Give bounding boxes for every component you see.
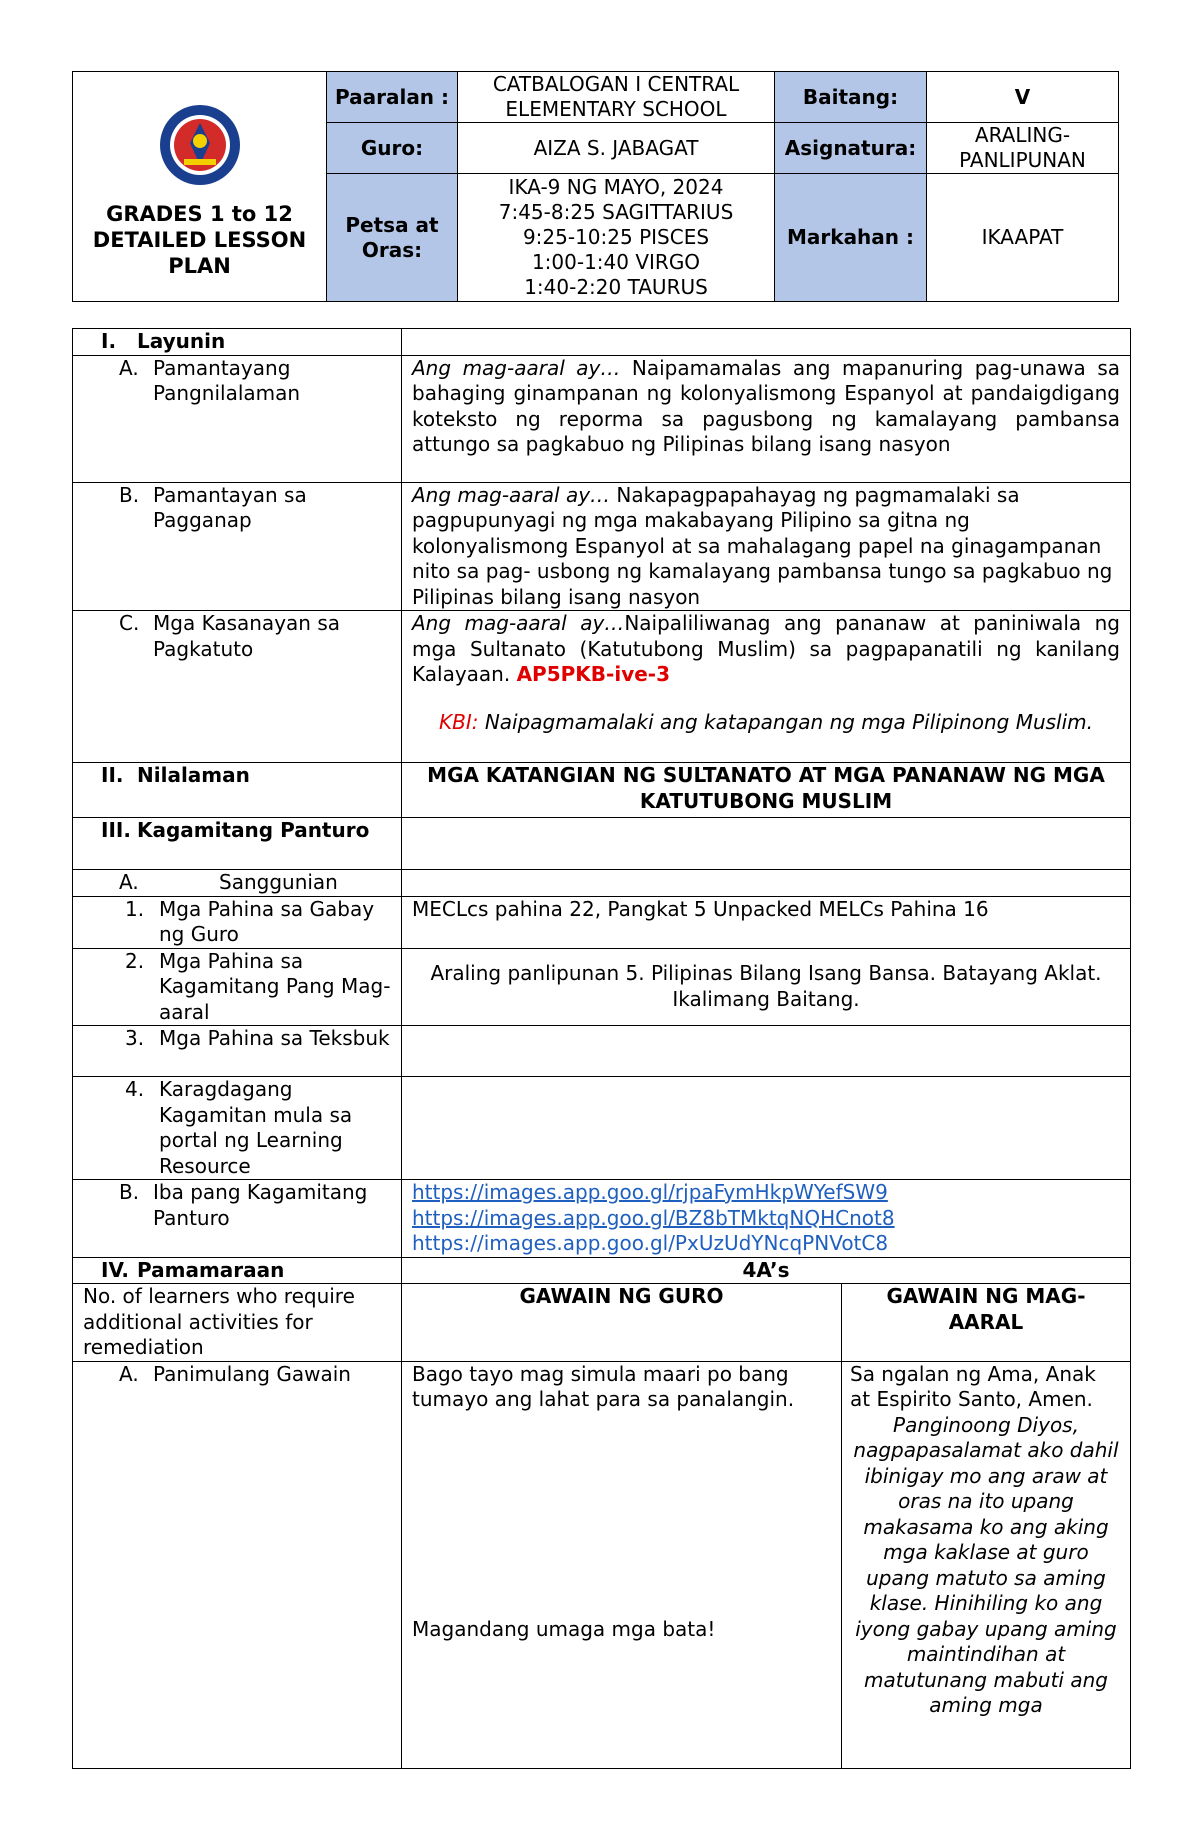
teksbuk-value (402, 1026, 1131, 1077)
kagamitan-label: III. Kagamitang Panturo (73, 818, 402, 870)
four-as-header: 4A’s (402, 1257, 1131, 1284)
guro-label: Guro: (327, 123, 458, 174)
sanggunian-label: A. Sanggunian (73, 870, 402, 897)
guro-value: AIZA S. JABAGAT (458, 123, 775, 174)
student-intro: Sa ngalan ng Ama, Anak at Espirito Santo, Amen. (850, 1361, 1096, 1411)
empty-cell (402, 818, 1131, 870)
teksbuk-label: 3. Mga Pahina sa Teksbuk (73, 1026, 402, 1077)
pamantayan-pagganap-text: Ang mag-aaral ay… Nakapagpapahayag ng pagmamalaki sa pagpupunyagi ng mga makabayang Pilipino sa gitna ng kolonyalismong Espanyol at sa mahalagang papel na ginagampanan nito sa pag- usbong ng kamalayang pambansa tungo sa pagkabuo ng Pilipinas bilang isang nasyon (402, 482, 1131, 611)
lesson-plan-table (72, 328, 1131, 1769)
kagamitang-mag-aaral-value: Araling panlipunan 5. Pilipinas Bilang Isang Bansa. Batayang Aklat. Ikalimang Baitang. (402, 948, 1131, 1026)
petsa-line: 7:45-8:25 SAGITTARIUS (498, 200, 734, 224)
resource-links (402, 1180, 1131, 1258)
paaralan-label: Paaralan : (327, 72, 458, 123)
gabay-guro-value: MECLcs pahina 22, Pangkat 5 Unpacked MELCs Pahina 16 (402, 896, 1131, 948)
header-table (72, 71, 1119, 302)
petsa-line: 1:00-1:40 VIRGO (531, 250, 701, 274)
iba-pang-kagamitan-label: B. Iba pang Kagamitang Panturo (73, 1180, 402, 1258)
petsa-line: IKA-9 NG MAYO, 2024 (508, 175, 724, 199)
mag-aaral-activity (842, 1361, 1131, 1768)
nilalaman-label: II. Nilalaman (73, 763, 402, 818)
asignatura-label: Asignatura: (775, 123, 927, 174)
pamantayan-pagganap-label: B. Pamantayan sa Pagganap (73, 482, 402, 611)
header-title-cell (73, 72, 327, 302)
pamamaraan-label: IV. Pamamaraan (73, 1257, 402, 1284)
pamantayang-pangnilalaman-label: A. Pamantayang Pangnilalaman (73, 355, 402, 482)
paaralan-value: CATBALOGAN I CENTRAL ELEMENTARY SCHOOL (458, 72, 775, 123)
baitang-value: V (927, 72, 1119, 123)
petsa-value (458, 174, 775, 302)
guro-greeting: Magandang umaga mga bata! (412, 1616, 716, 1641)
kasanayan-label: C. Mga Kasanayan sa Pagkatuto (73, 611, 402, 763)
petsa-line: 9:25-10:25 PISCES (522, 225, 710, 249)
empty-cell (402, 329, 1131, 356)
petsa-line: 1:40-2:20 TAURUS (524, 275, 708, 299)
guro-activity (402, 1361, 842, 1768)
karagdagang-kagamitan-label: 4. Karagdagang Kagamitan mula sa portal ng Learning Resource (73, 1077, 402, 1180)
panimulang-gawain-label: A. Panimulang Gawain (73, 1361, 402, 1768)
petsa-label: Petsa at Oras: (327, 174, 458, 302)
kasanayan-text: Ang mag-aaral ay…Naipaliliwanag ang pananaw at paniniwala ng mga Sultanato (Katutubong Muslim) sa pagpapanatili ng kanilang Kalayaan. AP5PKB-ive-3 KBI: Naipagmamalaki ang katapangan ng mga Pilipinong Muslim. (402, 611, 1131, 763)
resource-link[interactable]: https://images.app.goo.gl/BZ8bTMktqNQHCnot8 (412, 1205, 895, 1230)
remediation-label: No. of learners who require additional activities for remediation (73, 1284, 402, 1362)
nilalaman-title: MGA KATANGIAN NG SULTANATO AT MGA PANANAW NG MGA KATUTUBONG MUSLIM (402, 763, 1131, 818)
markahan-value: IKAAPAT (927, 174, 1119, 302)
plan-title: GRADES 1 to 12 DETAILED LESSON PLAN (92, 201, 307, 278)
baitang-label: Baitang: (775, 72, 927, 123)
gabay-guro-label: 1. Mga Pahina sa Gabay ng Guro (73, 896, 402, 948)
gawain-mag-aaral-header: GAWAIN NG MAG-AARAL (842, 1284, 1131, 1362)
karagdagang-kagamitan-value (402, 1077, 1131, 1180)
asignatura-value: ARALING-PANLIPUNAN (927, 123, 1119, 174)
resource-link[interactable]: https://images.app.goo.gl/PxUzUdYNcqPNVotC8 (412, 1231, 889, 1255)
resource-link[interactable]: https://images.app.goo.gl/rjpaFymHkpWYefSW9 (412, 1180, 888, 1204)
gawain-guro-header: GAWAIN NG GURO (402, 1284, 842, 1362)
empty-cell (402, 870, 1131, 897)
guro-prayer-instruction: Bago tayo mag simula maari po bang tumayo ang lahat para sa panalangin. (412, 1361, 795, 1411)
pamantayang-pangnilalaman-text: Ang mag-aaral ay… Naipamamalas ang mapanuring pag-unawa sa bahaging ginampanan ng kolonyalismong Espanyol at pandaigdigang koteksto ng reporma sa pagusbong ng kamalayang pambansa attungo sa pagkabuo ng Pilipinas bilang isang nasyon (402, 355, 1131, 482)
deped-seal-icon (158, 103, 242, 187)
layunin-heading: I. Layunin (73, 329, 402, 356)
markahan-label: Markahan : (775, 174, 927, 302)
kbi-text: KBI: Naipagmamalaki ang katapangan ng mga Pilipinong Muslim. (438, 709, 1094, 734)
student-prayer: Panginoong Diyos, nagpapasalamat ako dahil ibinigay mo ang araw at oras na ito upang makasama ko ang aking mga kaklase at guro upang matuto sa aming klase. Hinihiling ko ang iyong gabay upang aming maintindihan at matutunang mabuti ang aming mga (853, 1412, 1119, 1717)
competency-code: AP5PKB-ive-3 (516, 662, 671, 686)
kagamitang-mag-aaral-label: 2. Mga Pahina sa Kagamitang Pang Mag-aaral (73, 948, 402, 1026)
